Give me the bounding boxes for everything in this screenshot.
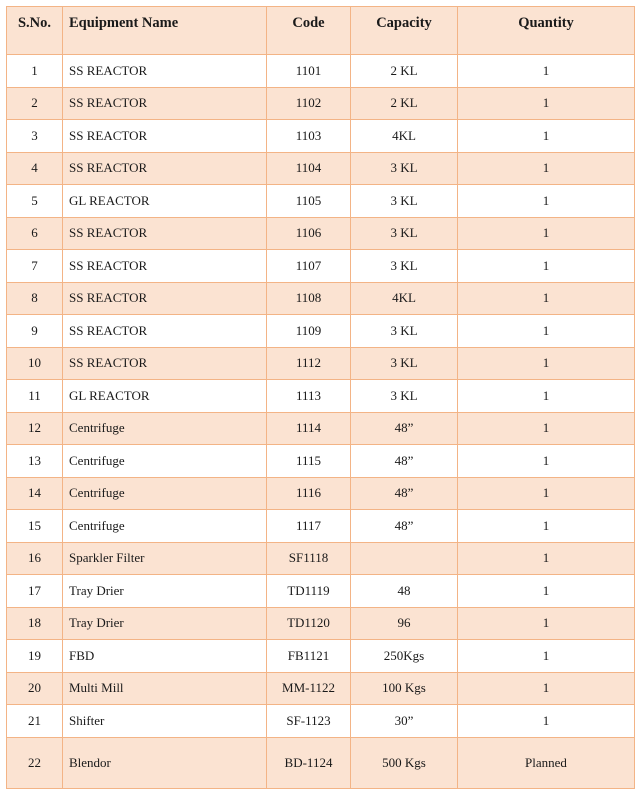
cell-code: SF1118 [267,542,351,575]
cell-sno: 4 [7,152,63,185]
cell-sno: 16 [7,542,63,575]
cell-code: BD-1124 [267,737,351,788]
cell-capacity: 3 KL [351,380,458,413]
cell-capacity: 3 KL [351,185,458,218]
table-row [7,672,635,705]
cell-sno: 3 [7,120,63,153]
cell-code: 1112 [267,347,351,380]
cell-quantity: 1 [458,282,635,315]
table-row [7,282,635,315]
cell-equipment-name: Shifter [63,705,267,738]
cell-sno: 20 [7,672,63,705]
table-row [7,412,635,445]
cell-equipment-name: GL REACTOR [63,185,267,218]
cell-sno: 12 [7,412,63,445]
cell-capacity: 48 [351,575,458,608]
cell-code: TD1120 [267,607,351,640]
cell-capacity: 48” [351,445,458,478]
table-row [7,87,635,120]
cell-equipment-name: GL REACTOR [63,380,267,413]
cell-capacity: 3 KL [351,217,458,250]
cell-quantity: 1 [458,250,635,283]
cell-capacity: 3 KL [351,250,458,283]
cell-code: 1107 [267,250,351,283]
header-row [7,7,635,55]
table-row [7,152,635,185]
cell-code: 1114 [267,412,351,445]
table-row [7,217,635,250]
cell-code: 1115 [267,445,351,478]
table-row [7,510,635,543]
table-row [7,542,635,575]
cell-capacity: 4KL [351,282,458,315]
cell-capacity: 100 Kgs [351,672,458,705]
cell-capacity: 3 KL [351,347,458,380]
cell-sno: 14 [7,477,63,510]
cell-equipment-name: Tray Drier [63,607,267,640]
cell-equipment-name: FBD [63,640,267,673]
cell-capacity: 4KL [351,120,458,153]
cell-equipment-name: Multi Mill [63,672,267,705]
cell-equipment-name: Blendor [63,737,267,788]
cell-equipment-name: SS REACTOR [63,250,267,283]
cell-quantity: 1 [458,640,635,673]
table-row [7,315,635,348]
cell-quantity: 1 [458,542,635,575]
cell-equipment-name: SS REACTOR [63,315,267,348]
cell-sno: 22 [7,737,63,788]
cell-quantity: 1 [458,217,635,250]
cell-sno: 8 [7,282,63,315]
cell-quantity: 1 [458,445,635,478]
cell-quantity: 1 [458,152,635,185]
cell-quantity: 1 [458,705,635,738]
cell-sno: 15 [7,510,63,543]
cell-code: 1103 [267,120,351,153]
cell-sno: 11 [7,380,63,413]
table-row [7,607,635,640]
cell-equipment-name: SS REACTOR [63,55,267,88]
table-row [7,445,635,478]
table-body [7,55,635,789]
cell-code: 1117 [267,510,351,543]
cell-sno: 7 [7,250,63,283]
equipment-table [6,6,635,789]
cell-code: 1102 [267,87,351,120]
cell-equipment-name: SS REACTOR [63,152,267,185]
table-row [7,120,635,153]
cell-equipment-name: Sparkler Filter [63,542,267,575]
cell-equipment-name: SS REACTOR [63,347,267,380]
cell-equipment-name: SS REACTOR [63,282,267,315]
cell-equipment-name: SS REACTOR [63,87,267,120]
cell-code: TD1119 [267,575,351,608]
cell-sno: 9 [7,315,63,348]
cell-quantity: 1 [458,575,635,608]
cell-capacity [351,542,458,575]
cell-equipment-name: Centrifuge [63,477,267,510]
cell-quantity: 1 [458,607,635,640]
header-sno: S.No. [7,7,63,55]
table-row [7,250,635,283]
cell-sno: 21 [7,705,63,738]
cell-capacity: 48” [351,510,458,543]
cell-capacity: 48” [351,477,458,510]
cell-capacity: 2 KL [351,55,458,88]
table-row [7,575,635,608]
cell-code: 1109 [267,315,351,348]
cell-code: MM-1122 [267,672,351,705]
table-row [7,705,635,738]
cell-code: 1105 [267,185,351,218]
cell-sno: 13 [7,445,63,478]
header-quantity: Quantity [458,7,635,55]
cell-sno: 17 [7,575,63,608]
cell-sno: 19 [7,640,63,673]
cell-code: 1108 [267,282,351,315]
cell-quantity: 1 [458,380,635,413]
cell-quantity: Planned [458,737,635,788]
cell-equipment-name: Tray Drier [63,575,267,608]
cell-equipment-name: Centrifuge [63,510,267,543]
header-equipment-name: Equipment Name [63,7,267,55]
table-row [7,640,635,673]
cell-quantity: 1 [458,185,635,218]
cell-capacity: 96 [351,607,458,640]
table-header [7,7,635,55]
cell-quantity: 1 [458,477,635,510]
cell-quantity: 1 [458,55,635,88]
table-row [7,477,635,510]
cell-sno: 5 [7,185,63,218]
header-capacity: Capacity [351,7,458,55]
cell-capacity: 500 Kgs [351,737,458,788]
cell-code: SF-1123 [267,705,351,738]
cell-sno: 18 [7,607,63,640]
table-row [7,185,635,218]
cell-equipment-name: Centrifuge [63,412,267,445]
cell-capacity: 3 KL [351,315,458,348]
header-code: Code [267,7,351,55]
cell-code: 1113 [267,380,351,413]
cell-code: 1106 [267,217,351,250]
cell-quantity: 1 [458,87,635,120]
table-row [7,737,635,788]
table-row [7,380,635,413]
cell-code: 1116 [267,477,351,510]
cell-capacity: 48” [351,412,458,445]
cell-capacity: 250Kgs [351,640,458,673]
cell-capacity: 2 KL [351,87,458,120]
cell-capacity: 3 KL [351,152,458,185]
cell-quantity: 1 [458,120,635,153]
table-row [7,55,635,88]
cell-quantity: 1 [458,315,635,348]
cell-capacity: 30” [351,705,458,738]
cell-code: 1104 [267,152,351,185]
cell-code: FB1121 [267,640,351,673]
cell-equipment-name: SS REACTOR [63,217,267,250]
cell-quantity: 1 [458,347,635,380]
cell-equipment-name: Centrifuge [63,445,267,478]
cell-sno: 10 [7,347,63,380]
cell-code: 1101 [267,55,351,88]
cell-sno: 2 [7,87,63,120]
cell-quantity: 1 [458,510,635,543]
cell-sno: 1 [7,55,63,88]
cell-equipment-name: SS REACTOR [63,120,267,153]
cell-quantity: 1 [458,672,635,705]
table-row [7,347,635,380]
cell-sno: 6 [7,217,63,250]
cell-quantity: 1 [458,412,635,445]
